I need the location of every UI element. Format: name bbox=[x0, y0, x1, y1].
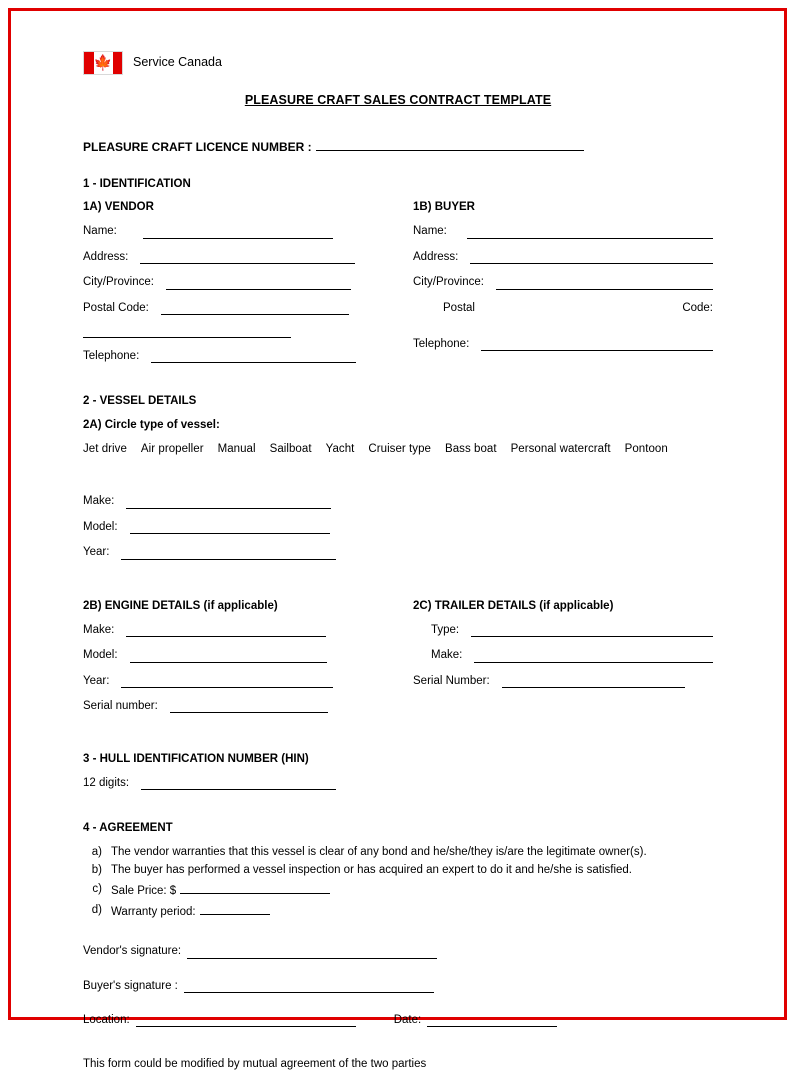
vendor-city-input[interactable] bbox=[166, 278, 351, 290]
trailer-make-label: Make: bbox=[431, 649, 463, 662]
agreement-text-a: The vendor warranties that this vessel is clear of any bond and he/she/they is/are the legitimate owner(s). bbox=[111, 845, 647, 858]
agreement-marker-d: d) bbox=[91, 904, 102, 917]
document-footnote: This form could be modified by mutual agreement of the two parties bbox=[83, 1058, 427, 1071]
buyer-name-label: Name: bbox=[413, 225, 447, 238]
vendor-address-field bbox=[83, 250, 413, 264]
vendor-telephone-input[interactable] bbox=[151, 351, 356, 363]
agreement-marker-a: a) bbox=[91, 845, 102, 858]
trailer-type-input[interactable] bbox=[471, 625, 713, 637]
vessel-make-field bbox=[83, 494, 413, 508]
licence-number-input[interactable] bbox=[316, 139, 584, 151]
licence-number-row bbox=[83, 139, 713, 155]
vendor-signature-input[interactable] bbox=[187, 947, 437, 959]
engine-model-label: Model: bbox=[83, 649, 118, 662]
section-4-heading: 4 - AGREEMENT bbox=[83, 822, 173, 835]
engine-make-input[interactable] bbox=[126, 625, 326, 637]
trailer-type-field bbox=[413, 623, 713, 637]
buyer-telephone-field bbox=[413, 337, 713, 351]
vendor-postal-field bbox=[83, 301, 413, 315]
vessel-type-bass-boat[interactable]: Bass boat bbox=[444, 443, 497, 455]
vendor-address-input[interactable] bbox=[140, 252, 355, 264]
engine-make-label: Make: bbox=[83, 623, 115, 636]
vessel-year-field bbox=[83, 545, 413, 559]
trailer-type-label: Type: bbox=[431, 623, 460, 636]
vessel-type-options bbox=[83, 442, 713, 456]
list-item bbox=[83, 863, 713, 878]
sale-price-input[interactable] bbox=[180, 882, 330, 894]
buyer-heading: 1B) BUYER bbox=[413, 201, 475, 213]
buyer-city-label: City/Province: bbox=[413, 276, 484, 289]
location-label: Location: bbox=[83, 1014, 130, 1026]
list-item bbox=[83, 903, 713, 920]
canada-flag-icon: 🍁 bbox=[83, 51, 123, 75]
hin-digits-input[interactable] bbox=[141, 778, 336, 790]
trailer-serial-label: Serial Number: bbox=[413, 674, 490, 687]
vessel-year-label: Year: bbox=[83, 546, 110, 559]
vessel-type-pontoon[interactable]: Pontoon bbox=[624, 443, 668, 455]
location-date-row bbox=[83, 1013, 713, 1027]
engine-model-input[interactable] bbox=[130, 651, 327, 663]
trailer-make-input[interactable] bbox=[474, 651, 713, 663]
vessel-type-manual[interactable]: Manual bbox=[217, 443, 256, 455]
buyer-postal-label-1: Postal bbox=[443, 301, 475, 314]
buyer-postal-label-2: Code: bbox=[682, 301, 713, 314]
vessel-type-personal-watercraft[interactable]: Personal watercraft bbox=[510, 443, 611, 455]
hin-digits-label: 12 digits: bbox=[83, 776, 130, 789]
engine-serial-field bbox=[83, 699, 413, 713]
identification-columns bbox=[83, 200, 713, 374]
buyer-postal-row bbox=[413, 301, 713, 315]
vendor-heading: 1A) VENDOR bbox=[83, 201, 154, 213]
engine-year-field bbox=[83, 674, 413, 688]
location-input[interactable] bbox=[136, 1015, 356, 1027]
buyer-address-input[interactable] bbox=[470, 252, 713, 264]
engine-year-label: Year: bbox=[83, 674, 110, 687]
vessel-type-jet-drive[interactable]: Jet drive bbox=[83, 443, 127, 455]
trailer-block bbox=[413, 599, 713, 725]
vendor-extra-line[interactable] bbox=[83, 326, 291, 338]
document-sheet bbox=[17, 17, 778, 1071]
buyer-name-field bbox=[413, 224, 713, 238]
vessel-model-label: Model: bbox=[83, 520, 118, 533]
warranty-period-input[interactable] bbox=[200, 903, 270, 915]
trailer-serial-input[interactable] bbox=[502, 676, 685, 688]
page-title: PLEASURE CRAFT SALES CONTRACT TEMPLATE bbox=[244, 93, 552, 107]
vessel-make-input[interactable] bbox=[126, 497, 331, 509]
vendor-postal-label: Postal Code: bbox=[83, 301, 149, 314]
vessel-type-cruiser[interactable]: Cruiser type bbox=[368, 443, 431, 455]
buyer-signature-label: Buyer's signature : bbox=[83, 979, 178, 992]
vendor-signature-label: Vendor's signature: bbox=[83, 945, 182, 958]
buyer-city-field bbox=[413, 275, 713, 289]
agreement-items bbox=[83, 845, 713, 921]
agreement-marker-b: b) bbox=[91, 864, 102, 877]
vessel-type-air-propeller[interactable]: Air propeller bbox=[140, 443, 204, 455]
buyer-address-label: Address: bbox=[413, 250, 459, 263]
vendor-block bbox=[83, 200, 413, 374]
vessel-make-label: Make: bbox=[83, 495, 115, 508]
trailer-serial-field bbox=[413, 674, 713, 688]
vendor-telephone-field bbox=[83, 349, 413, 363]
agreement-marker-c: c) bbox=[92, 883, 102, 896]
vessel-year-input[interactable] bbox=[121, 548, 336, 560]
agreement-text-b: The buyer has performed a vessel inspection or has acquired an expert to do it and he/she is satisfied. bbox=[111, 864, 632, 877]
buyer-signature-row bbox=[83, 979, 713, 993]
vessel-model-field bbox=[83, 520, 413, 534]
section-3-heading: 3 - HULL IDENTIFICATION NUMBER (HIN) bbox=[83, 753, 309, 766]
page-border bbox=[8, 8, 787, 1071]
trailer-make-field bbox=[413, 648, 713, 662]
vendor-city-label: City/Province: bbox=[83, 276, 154, 289]
vendor-signature-row bbox=[83, 944, 713, 958]
buyer-city-input[interactable] bbox=[496, 278, 713, 290]
agreement-text-c: Sale Price: $ bbox=[111, 885, 177, 898]
buyer-block bbox=[413, 200, 713, 374]
hin-digits-field bbox=[83, 776, 713, 790]
engine-block bbox=[83, 599, 413, 725]
list-item bbox=[83, 882, 713, 899]
licence-number-label: PLEASURE CRAFT LICENCE NUMBER : bbox=[83, 139, 312, 154]
engine-heading: 2B) ENGINE DETAILS (if applicable) bbox=[83, 599, 278, 612]
vessel-fields bbox=[83, 494, 413, 559]
date-label: Date: bbox=[393, 1014, 422, 1026]
document-content bbox=[83, 51, 713, 1072]
buyer-signature-input[interactable] bbox=[184, 981, 434, 993]
section-2-heading: 2 - VESSEL DETAILS bbox=[83, 395, 197, 408]
buyer-name-input[interactable] bbox=[467, 227, 713, 239]
engine-trailer-columns bbox=[83, 599, 713, 725]
engine-make-field bbox=[83, 623, 413, 637]
list-item bbox=[83, 845, 713, 860]
engine-serial-input[interactable] bbox=[170, 701, 328, 713]
buyer-telephone-input[interactable] bbox=[481, 339, 713, 351]
vendor-name-label: Name: bbox=[83, 225, 117, 238]
engine-year-input[interactable] bbox=[121, 676, 333, 688]
vendor-city-field bbox=[83, 275, 413, 289]
vendor-name-field bbox=[83, 224, 413, 238]
vessel-type-yacht[interactable]: Yacht bbox=[325, 443, 355, 455]
brand-label: Service Canada bbox=[133, 55, 222, 70]
vessel-type-sailboat[interactable]: Sailboat bbox=[269, 443, 312, 455]
section-1-heading: 1 - IDENTIFICATION bbox=[83, 177, 191, 190]
vendor-name-input[interactable] bbox=[143, 227, 333, 239]
vendor-telephone-label: Telephone: bbox=[83, 349, 140, 362]
buyer-address-field bbox=[413, 250, 713, 264]
vendor-postal-input[interactable] bbox=[161, 303, 349, 315]
agreement-text-d: Warranty period: bbox=[111, 906, 196, 919]
document-header bbox=[83, 51, 713, 75]
vendor-address-label: Address: bbox=[83, 250, 129, 263]
vessel-model-input[interactable] bbox=[130, 522, 330, 534]
date-input[interactable] bbox=[427, 1015, 557, 1027]
trailer-heading: 2C) TRAILER DETAILS (if applicable) bbox=[413, 599, 614, 612]
engine-model-field bbox=[83, 648, 413, 662]
buyer-telephone-label: Telephone: bbox=[413, 337, 470, 350]
vessel-circle-label: 2A) Circle type of vessel: bbox=[83, 418, 220, 431]
engine-serial-label: Serial number: bbox=[83, 700, 158, 712]
